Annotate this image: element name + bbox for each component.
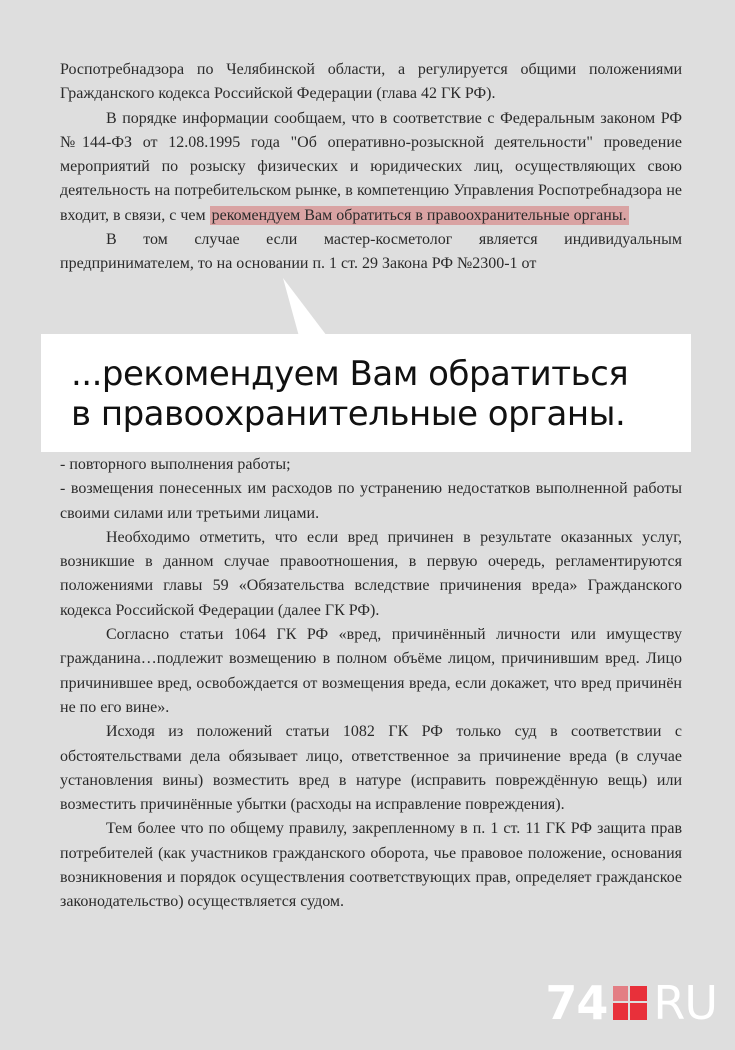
highlighted-quote: рекомендуем Вам обратиться в правоохранительные органы. bbox=[211, 206, 627, 224]
logo-suffix: RU bbox=[653, 976, 717, 1030]
paragraph: Тем более что по общему правилу, закрепленному в п. 1 ст. 11 ГК РФ защита прав потребителей (как участников гражданского оборота, чье правовое положение, основания возникновения и порядок осуществления соответствующих прав, определяет гражданское законодательство) осуществляется судом. bbox=[60, 820, 682, 911]
callout-line: в правоохранительные органы. bbox=[71, 394, 626, 434]
logo-number: 74 bbox=[545, 976, 608, 1030]
quote-callout bbox=[41, 334, 691, 452]
paragraph-text: В порядке информации сообщаем, что в соответствие с Федеральным законом РФ №144-ФЗ от 12.08.1995 года "Об оперативно-розыскной деятельности" проведение мероприятий по розыску физических и юридических лиц, осуществляющих свою деятельность на потребительском рынке, в компетенцию Управления Роспотребнадзора не входит, в связи, с чем bbox=[60, 109, 682, 224]
paragraph: Необходимо отметить, что если вред причинен в результате оказанных услуг, возникшие в данном случае правоотношения, в первую очередь, регламентируются положениями главы 59 «Обязательства вследствие причинения вреда» Гражданского кодекса Российской Федерации (далее ГК РФ). bbox=[60, 528, 682, 619]
paragraph: Роспотребнадзора по Челябинской области, а регулируется общими положениями Гражданского кодекса Российской Федерации (глава 42 ГК РФ). bbox=[60, 61, 682, 103]
list-item: - повторного выполнения работы; bbox=[60, 456, 291, 473]
list-item: - возмещения понесенных им расходов по устранению недостатков выполненной работы своими силами или третьими лицами. bbox=[60, 480, 682, 522]
paragraph bbox=[60, 107, 682, 228]
document-text-top bbox=[60, 58, 682, 277]
paragraph: В том случае если мастер-косметолог является индивидуальным предпринимателем, то на основании п. 1 ст. 29 Закона РФ №2300-1 от bbox=[60, 231, 682, 273]
logo-mark-icon bbox=[613, 986, 647, 1020]
paragraph: Согласно статьи 1064 ГК РФ «вред, причинённый личности или имуществу гражданина…подлежит возмещению в полном объёме лицом, причинившим вред. Лицо причинившее вред, освобождается от возмещения вреда, если докажет, что вред причинён не по его вине». bbox=[60, 626, 682, 716]
site-logo bbox=[545, 976, 717, 1030]
callout-line: ...рекомендуем Вам обратиться bbox=[71, 354, 629, 394]
paragraph: Исходя из положений статьи 1082 ГК РФ только суд в соответствии с обстоятельствами дела обязывает лицо, ответственное за причинение вреда (в случае установления вины) возместить вред в натуре (исправить повреждённую вещь) или возместить причинённые убытки (расходы на исправление повреждения). bbox=[60, 723, 682, 814]
document-text-bottom bbox=[60, 453, 682, 915]
